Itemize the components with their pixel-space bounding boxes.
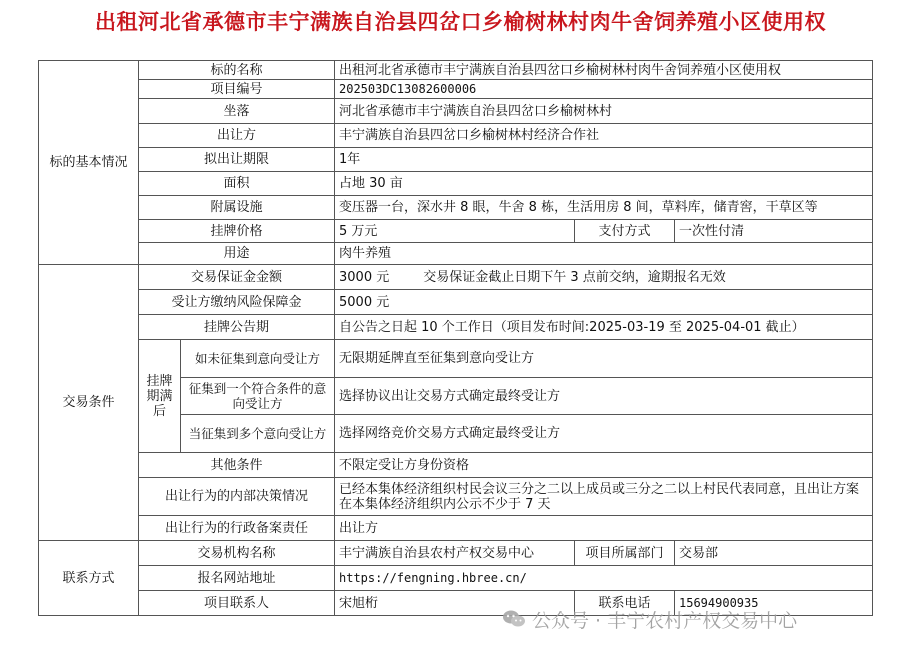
- code-label: 项目编号: [139, 80, 335, 99]
- row-facilities: [39, 196, 873, 220]
- row-term: [39, 148, 873, 172]
- dept-value: 交易部: [675, 541, 873, 566]
- period-value: 自公告之日起 10 个工作日（项目发布时间:2025-03-19 至 2025-04-01 截止）: [335, 315, 873, 340]
- name-label: 标的名称: [139, 61, 335, 80]
- agency-label: 交易机构名称: [139, 541, 335, 566]
- row-location: [39, 99, 873, 124]
- transferor-value: 丰宁满族自治县四岔口乡榆树林村经济合作社: [335, 124, 873, 148]
- row-area: [39, 172, 873, 196]
- case3-label: 当征集到多个意向受让方: [181, 415, 335, 453]
- location-label: 坐落: [139, 99, 335, 124]
- dept-label: 项目所属部门: [575, 541, 675, 566]
- term-label: 拟出让期限: [139, 148, 335, 172]
- decision-label: 出让行为的内部决策情况: [139, 478, 335, 516]
- filing-label: 出让行为的行政备案责任: [139, 516, 335, 541]
- other-value: 不限定受让方身份资格: [335, 453, 873, 478]
- row-deposit: [39, 265, 873, 290]
- agency-value: 丰宁满族自治县农村产权交易中心: [335, 541, 575, 566]
- location-value: 河北省承德市丰宁满族自治县四岔口乡榆树林村: [335, 99, 873, 124]
- case3-value: 选择网络竞价交易方式确定最终受让方: [335, 415, 873, 453]
- site-label: 报名网站地址: [139, 566, 335, 591]
- section-basic: 标的基本情况: [39, 61, 139, 265]
- facilities-label: 附属设施: [139, 196, 335, 220]
- risk-value: 5000 元: [335, 290, 873, 315]
- row-case1: [39, 340, 873, 378]
- area-label: 面积: [139, 172, 335, 196]
- person-value: 宋旭桁: [335, 591, 575, 616]
- price-value: 5 万元: [335, 220, 575, 243]
- term-value: 1年: [335, 148, 873, 172]
- deposit-note: 交易保证金截止日期下午 3 点前交纳，逾期报名无效: [423, 269, 726, 285]
- deposit-value: 3000 元: [339, 269, 390, 285]
- transferor-label: 出让方: [139, 124, 335, 148]
- use-value: 肉牛养殖: [335, 243, 873, 265]
- price-label: 挂牌价格: [139, 220, 335, 243]
- decision-value: 已经本集体经济组织村民会议三分之二以上成员或三分之二以上村民代表同意，且出让方案在本集体经济组织内公示不少于 7 天: [335, 478, 873, 516]
- wechat-icon: [502, 609, 526, 634]
- watermark-text: 公众号 · 丰宁农村产权交易中心: [532, 610, 798, 632]
- row-name: [39, 61, 873, 80]
- payment-label: 支付方式: [575, 220, 675, 243]
- row-price: [39, 220, 873, 243]
- case1-value: 无限期延牌直至征集到意向受让方: [335, 340, 873, 378]
- row-filing: [39, 516, 873, 541]
- row-transferor: [39, 124, 873, 148]
- row-agency: [39, 541, 873, 566]
- payment-value: 一次性付清: [675, 220, 873, 243]
- row-site: [39, 566, 873, 591]
- listing-table: [38, 60, 873, 616]
- row-use: [39, 243, 873, 265]
- name-value: 出租河北省承德市丰宁满族自治县四岔口乡榆树林村肉牛舍饲养殖小区使用权: [335, 61, 873, 80]
- case1-label: 如未征集到意向受让方: [181, 340, 335, 378]
- facilities-value: 变压器一台，深水井 8 眼，牛舍 8 栋，生活用房 8 间，草料库，储青窖，干草区等: [335, 196, 873, 220]
- code-value: 202503DC13082600006: [335, 80, 873, 99]
- section-contact: 联系方式: [39, 541, 139, 616]
- period-label: 挂牌公告期: [139, 315, 335, 340]
- document-title: 出租河北省承德市丰宁满族自治县四岔口乡榆树林村肉牛舍饲养殖小区使用权: [95, 10, 826, 34]
- phone-label: 联系电话: [575, 591, 675, 616]
- row-decision: [39, 478, 873, 516]
- area-value: 占地 30 亩: [335, 172, 873, 196]
- watermark: [502, 606, 797, 634]
- phone-value: 15694900935: [675, 591, 873, 616]
- row-code: [39, 80, 873, 99]
- other-label: 其他条件: [139, 453, 335, 478]
- case2-label: 征集到一个符合条件的意向受让方: [181, 378, 335, 415]
- row-other: [39, 453, 873, 478]
- use-label: 用途: [139, 243, 335, 265]
- section-conditions: 交易条件: [39, 265, 139, 541]
- site-value[interactable]: https://fengning.hbree.cn/: [335, 566, 873, 591]
- expiry-label: 挂牌期满后: [139, 340, 181, 453]
- row-risk: [39, 290, 873, 315]
- deposit-label: 交易保证金金额: [139, 265, 335, 290]
- risk-label: 受让方缴纳风险保障金: [139, 290, 335, 315]
- row-period: [39, 315, 873, 340]
- person-label: 项目联系人: [139, 591, 335, 616]
- filing-value: 出让方: [335, 516, 873, 541]
- case2-value: 选择协议出让交易方式确定最终受让方: [335, 378, 873, 415]
